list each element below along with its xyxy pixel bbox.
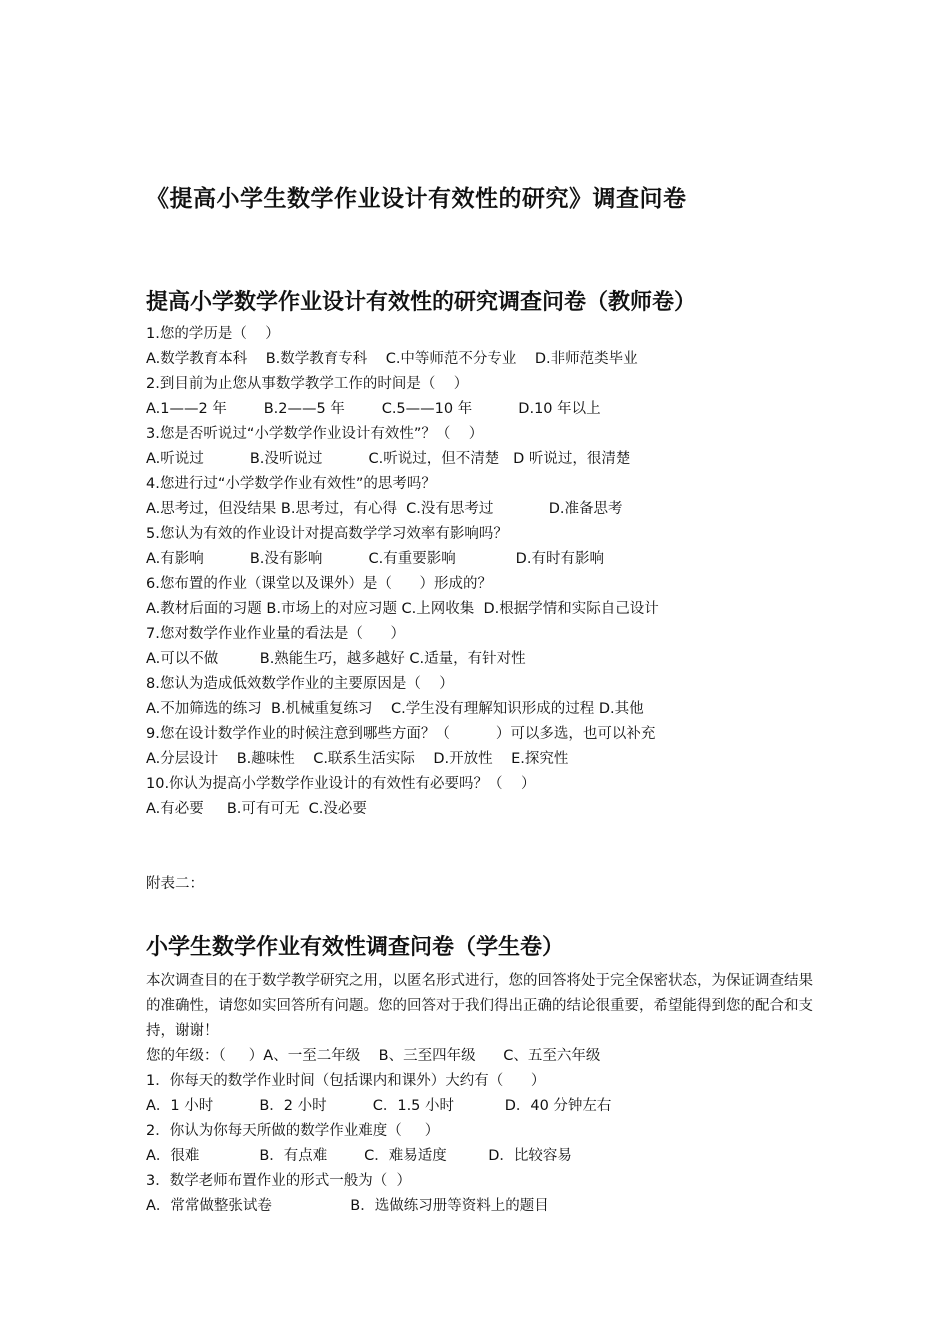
question-line: 7.您对数学作业作业量的看法是（ ） [146, 626, 405, 642]
student-survey-questions [146, 1044, 836, 1219]
options-line: A．很难 B．有点难 C．难易适度 D．比较容易 [146, 1148, 572, 1164]
appendix-label: 附表二： [146, 876, 204, 892]
options-line: A.听说过 B.没听说过 C.听说过，但不清楚 D 听说过，很清楚 [146, 451, 631, 467]
options-line: A.1——2 年 B.2——5 年 C.5——10 年 D.10 年以上 [146, 401, 601, 417]
options-line: A.有必要 B.可有可无 C.没必要 [146, 801, 367, 817]
options-line: A.思考过，但没结果 B.思考过，有心得 C.没有思考过 D.准备思考 [146, 501, 623, 517]
options-line: A.可以不做 B.熟能生巧，越多越好 C.适量，有针对性 [146, 651, 526, 667]
question-line: 1．你每天的数学作业时间（包括课内和课外）大约有（ ） [146, 1073, 546, 1089]
question-line: 2．你认为你每天所做的数学作业难度（ ） [146, 1123, 440, 1139]
question-line: 3.您是否听说过“小学数学作业设计有效性”？（ ） [146, 426, 484, 442]
student-survey-intro: 本次调查目的在于数学教学研究之用，以匿名形式进行，您的回答将处于完全保密状态，为保证调查结果的准确性，请您如实回答所有问题。您的回答对于我们得出正确的结论很重要，希望能得到您的配合和支持，谢谢！ [146, 973, 813, 1039]
question-line: 5.您认为有效的作业设计对提高数学学习效率有影响吗？ [146, 526, 508, 542]
options-line: A.教材后面的习题 B.市场上的对应习题 C.上网收集 D.根据学情和实际自己设计 [146, 601, 659, 617]
question-line: 6.您布置的作业（课堂以及课外）是（ ）形成的？ [146, 576, 492, 592]
question-line: 3．数学老师布置作业的形式一般为（ ） [146, 1173, 411, 1189]
options-line: A.不加筛选的练习 B.机械重复练习 C.学生没有理解知识形成的过程 D.其他 [146, 701, 644, 717]
question-line: 9.您在设计数学作业的时候注意到哪些方面？（ ）可以多选，也可以补充 [146, 726, 656, 742]
options-line: A．常常做整张试卷 B．选做练习册等资料上的题目 [146, 1198, 549, 1214]
question-line: 4.您进行过“小学数学作业有效性”的思考吗？ [146, 476, 436, 492]
student-survey-title: 小学生数学作业有效性调查问卷（学生卷） [146, 935, 565, 960]
options-line: A.有影响 B.没有影响 C.有重要影响 D.有时有影响 [146, 551, 604, 567]
options-line: A．1 小时 B．2 小时 C．1.5 小时 D．40 分钟左右 [146, 1098, 612, 1114]
options-line: A.分层设计 B.趣味性 C.联系生活实际 D.开放性 E.探究性 [146, 751, 569, 767]
options-line: A.数学教育本科 B.数学教育专科 C.中等师范不分专业 D.非师范类毕业 [146, 351, 638, 367]
question-line: 10.你认为提高小学数学作业设计的有效性有必要吗？（ ） [146, 776, 536, 792]
question-line: 1.您的学历是（ ） [146, 326, 280, 342]
teacher-survey-title: 提高小学数学作业设计有效性的研究调查问卷（教师卷） [146, 290, 697, 315]
teacher-survey-questions [146, 322, 836, 822]
question-line: 8.您认为造成低效数学作业的主要原因是（ ） [146, 676, 454, 692]
grade-line: 您的年级：（ ）A、一至二年级 B、三至四年级 C、五至六年级 [146, 1048, 601, 1064]
question-line: 2.到目前为止您从事数学教学工作的时间是（ ） [146, 376, 469, 392]
document-title: 《提高小学生数学作业设计有效性的研究》调查问卷 [146, 186, 687, 212]
